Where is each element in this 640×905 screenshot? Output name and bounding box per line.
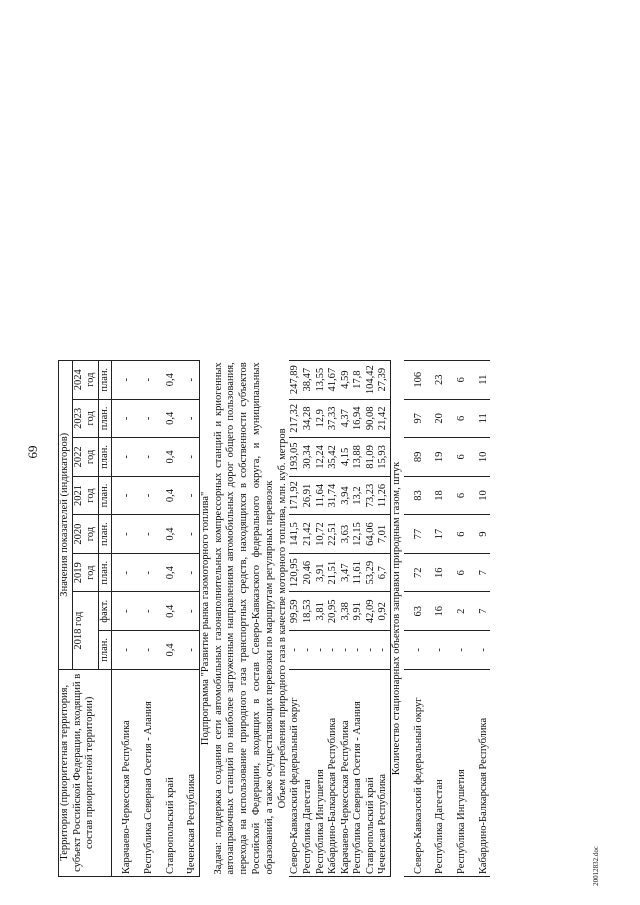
- value-cell: 77: [413, 515, 426, 554]
- value-cell: -: [143, 476, 156, 515]
- row-spacer: [404, 52, 413, 877]
- value-cell: 7: [478, 553, 491, 592]
- row-spacer: [425, 52, 434, 877]
- spacer-cell: [425, 360, 434, 399]
- value-cell: 15,93: [377, 438, 390, 477]
- spacer-cell: [112, 476, 122, 515]
- year-header: 2022 год: [72, 438, 98, 477]
- spacer-cell: [469, 592, 478, 631]
- spacer-cell: [156, 360, 165, 399]
- spacer-cell: [156, 476, 165, 515]
- value-cell: 10: [478, 438, 491, 477]
- plan-header: план.: [98, 399, 112, 438]
- value-cell: 21,42: [377, 399, 390, 438]
- spacer-cell: [404, 399, 413, 438]
- value-cell: 22,51: [327, 515, 340, 554]
- territory-name: Республика Дагестан: [302, 669, 315, 876]
- territory-name: Северо-Кавказский федеральный округ: [413, 669, 426, 876]
- page-number: 69: [25, 445, 40, 459]
- value-cell: 20,46: [302, 553, 315, 592]
- row-spacer: [112, 52, 122, 877]
- row-spacer: [134, 52, 143, 877]
- value-cell: -: [186, 476, 199, 515]
- spacer-cell: [447, 438, 456, 477]
- value-cell: -: [143, 360, 156, 399]
- spacer-cell: [469, 669, 478, 876]
- territory-name: Республика Северная Осетия - Алания: [352, 669, 365, 876]
- spacer-cell: [156, 631, 165, 670]
- task-description: Задача: поддержка создания сети автомобильных газонаполнительных компрессорных станций и криогенных автозаправочных станций по наиболее загруженным направлениям автомобильных дорог общего пользования, перехода на использование природного газа транспортных средств, находящихся в собственности субъектов Российской Федерации, входящих в состав Северо-Кавказского федерального округа, и муниципальных образований, а также осуществляющих перевозки по маршрутам регулярных перевозок: [212, 362, 275, 875]
- value-cell: -: [121, 476, 134, 515]
- plan-header: план.: [98, 553, 112, 592]
- table-row: [434, 52, 447, 877]
- value-cell: 3,38: [340, 592, 353, 631]
- spacer-cell: [404, 476, 413, 515]
- value-cell: -: [143, 399, 156, 438]
- value-cell: 16: [434, 592, 447, 631]
- value-cell: 247,89: [289, 360, 302, 399]
- value-cell: 3,94: [340, 476, 353, 515]
- value-cell: -: [143, 553, 156, 592]
- value-cell: 3,81: [315, 592, 328, 631]
- spacer-cell: [469, 476, 478, 515]
- value-cell: 2: [456, 592, 469, 631]
- spacer-cell: [112, 631, 122, 670]
- value-cell: 0,4: [165, 360, 178, 399]
- spacer-cell: [134, 631, 143, 670]
- value-cell: -: [121, 592, 134, 631]
- value-cell: 20,95: [327, 592, 340, 631]
- value-cell: -: [143, 631, 156, 670]
- row-spacer: [177, 52, 186, 877]
- spacer-cell: [469, 631, 478, 670]
- spacer-cell: [156, 515, 165, 554]
- value-cell: 3,63: [340, 515, 353, 554]
- value-cell: -: [186, 515, 199, 554]
- value-cell: 16,94: [352, 399, 365, 438]
- spacer-cell: [469, 360, 478, 399]
- value-cell: 42,09: [365, 592, 378, 631]
- fact-header: факт.: [98, 592, 112, 631]
- value-cell: -: [456, 631, 469, 670]
- spacer-cell: [404, 438, 413, 477]
- spacer-cell: [404, 592, 413, 631]
- section-title-gas-consumption: Объем потребления природного газа в качестве моторного топлива, млн. куб. метров: [276, 428, 288, 809]
- value-cell: -: [327, 631, 340, 670]
- table-row: [121, 52, 134, 877]
- spacer-cell: [156, 669, 165, 876]
- territory-name: Карачаево-Черкесская Республика: [340, 669, 353, 876]
- row-spacer: [469, 52, 478, 877]
- value-cell: 41,67: [327, 360, 340, 399]
- value-cell: 21,42: [302, 515, 315, 554]
- spacer-cell: [112, 399, 122, 438]
- value-cell: 17,8: [352, 360, 365, 399]
- spacer-cell: [425, 631, 434, 670]
- value-cell: 0,4: [165, 476, 178, 515]
- plan-header: план.: [98, 438, 112, 477]
- spacer-cell: [447, 476, 456, 515]
- spacer-cell: [404, 631, 413, 670]
- value-cell: 171,92: [289, 476, 302, 515]
- value-cell: -: [121, 438, 134, 477]
- spacer-cell: [156, 553, 165, 592]
- spacer-cell: [447, 360, 456, 399]
- plan-header: план.: [98, 360, 112, 399]
- table-row: [302, 52, 315, 877]
- value-cell: 18: [434, 476, 447, 515]
- value-cell: 64,06: [365, 515, 378, 554]
- value-cell: 97: [413, 399, 426, 438]
- rotated-page-content: [58, 27, 578, 877]
- spacer-cell: [425, 515, 434, 554]
- value-cell: 63: [413, 592, 426, 631]
- value-cell: 19: [434, 438, 447, 477]
- spacer-cell: [177, 669, 186, 876]
- value-cell: -: [143, 592, 156, 631]
- row-spacer: [447, 52, 456, 877]
- value-cell: -: [121, 553, 134, 592]
- spacer-cell: [134, 438, 143, 477]
- value-cell: 20: [434, 399, 447, 438]
- value-cell: -: [143, 515, 156, 554]
- value-cell: 7,01: [377, 515, 390, 554]
- table-row: [377, 52, 390, 877]
- value-cell: 217,32: [289, 399, 302, 438]
- spacer-cell: [177, 438, 186, 477]
- territory-name: Ставропольский край: [165, 669, 178, 876]
- table-row: [165, 52, 178, 877]
- table-row: [315, 52, 328, 877]
- spacer-cell: [134, 592, 143, 631]
- spacer-cell: [177, 515, 186, 554]
- value-cell: 0,4: [165, 553, 178, 592]
- value-cell: 72: [413, 553, 426, 592]
- value-cell: -: [315, 631, 328, 670]
- table-row: [143, 52, 156, 877]
- spacer-cell: [156, 399, 165, 438]
- plan-header: план.: [98, 631, 112, 670]
- value-cell: 12,9: [315, 399, 328, 438]
- value-cell: -: [302, 631, 315, 670]
- value-cell: 141,5: [289, 515, 302, 554]
- value-cell: 30,34: [302, 438, 315, 477]
- spacer-cell: [447, 669, 456, 876]
- spacer-cell: [447, 631, 456, 670]
- spacer-cell: [112, 515, 122, 554]
- table-row: [340, 52, 353, 877]
- spacer-cell: [112, 592, 122, 631]
- spacer-cell: [469, 399, 478, 438]
- spacer-cell: [112, 553, 122, 592]
- territory-name: Республика Дагестан: [434, 669, 447, 876]
- value-cell: 27,39: [377, 360, 390, 399]
- value-cell: -: [186, 553, 199, 592]
- value-cell: -: [413, 631, 426, 670]
- spacer-cell: [134, 553, 143, 592]
- value-cell: 0,4: [165, 631, 178, 670]
- refueling-station-rows: [404, 52, 490, 877]
- spacer-cell: [447, 399, 456, 438]
- year-header: 2020 год: [72, 515, 98, 554]
- spacer-cell: [177, 399, 186, 438]
- table-row: [327, 52, 340, 877]
- spacer-cell: [469, 438, 478, 477]
- value-cell: 3,47: [340, 553, 353, 592]
- value-cell: 4,37: [340, 399, 353, 438]
- value-cell: 0,4: [165, 399, 178, 438]
- value-cell: 37,33: [327, 399, 340, 438]
- value-cell: 81,09: [365, 438, 378, 477]
- value-cell: 106: [413, 360, 426, 399]
- territory-name: Республика Ингушетия: [315, 669, 328, 876]
- value-cell: 9,91: [352, 592, 365, 631]
- value-cell: -: [121, 631, 134, 670]
- value-cell: 0,92: [377, 592, 390, 631]
- value-cell: 6,7: [377, 553, 390, 592]
- value-cell: 11: [478, 360, 491, 399]
- spacer-cell: [404, 360, 413, 399]
- spacer-cell: [404, 515, 413, 554]
- spacer-cell: [134, 476, 143, 515]
- spacer-cell: [177, 553, 186, 592]
- subprogram-title: Подпрограмма "Развитие рынка газомоторного топлива": [199, 491, 211, 746]
- value-cell: 13,55: [315, 360, 328, 399]
- section-title-refueling-stations: Количество стационарных объектов заправки природным газом, штук: [391, 461, 403, 776]
- section2-heading: [391, 52, 404, 877]
- value-cell: 0,4: [165, 515, 178, 554]
- value-cell: 12,24: [315, 438, 328, 477]
- value-cell: -: [186, 592, 199, 631]
- spacer-cell: [177, 476, 186, 515]
- year-header: 2024 год: [72, 360, 98, 399]
- spacer-cell: [469, 553, 478, 592]
- value-cell: -: [478, 631, 491, 670]
- spacer-cell: [177, 592, 186, 631]
- spacer-cell: [112, 669, 122, 876]
- value-cell: 104,42: [365, 360, 378, 399]
- spacer-cell: [112, 438, 122, 477]
- value-cell: 89: [413, 438, 426, 477]
- table-row: [352, 52, 365, 877]
- territory-name: Кабардино-Балкарская Республика: [327, 669, 340, 876]
- top-rows: [112, 52, 199, 877]
- value-cell: 4,59: [340, 360, 353, 399]
- value-cell: 23: [434, 360, 447, 399]
- spacer-cell: [469, 515, 478, 554]
- spacer-cell: [425, 476, 434, 515]
- table-row: [186, 52, 199, 877]
- territory-header: Территория (приоритетная территория, субъект Российской Федерации, входящий в состав приоритетной территории): [59, 669, 112, 876]
- value-cell: 6: [456, 515, 469, 554]
- gas-consumption-rows: [289, 52, 390, 877]
- subprogram-block: [199, 52, 289, 877]
- value-cell: 10: [478, 476, 491, 515]
- value-cell: 17: [434, 515, 447, 554]
- territory-name: Чеченская Республика: [377, 669, 390, 876]
- plan-header: план.: [98, 476, 112, 515]
- value-cell: 4,15: [340, 438, 353, 477]
- value-cell: 0,4: [165, 438, 178, 477]
- value-cell: 13,88: [352, 438, 365, 477]
- territory-name: Республика Северная Осетия - Алания: [143, 669, 156, 876]
- plan-header: план.: [98, 515, 112, 554]
- spacer-cell: [404, 669, 413, 876]
- value-cell: 6: [456, 399, 469, 438]
- spacer-cell: [425, 553, 434, 592]
- spacer-cell: [447, 553, 456, 592]
- value-cell: 73,23: [365, 476, 378, 515]
- value-cell: 11,26: [377, 476, 390, 515]
- value-cell: -: [121, 399, 134, 438]
- value-cell: 13,2: [352, 476, 365, 515]
- spacer-cell: [425, 592, 434, 631]
- year-header: 2018 год: [72, 592, 98, 669]
- spacer-cell: [404, 553, 413, 592]
- value-cell: 53,29: [365, 553, 378, 592]
- value-cell: -: [377, 631, 390, 670]
- year-header: 2021 год: [72, 476, 98, 515]
- spacer-cell: [425, 438, 434, 477]
- value-cell: -: [365, 631, 378, 670]
- value-cell: -: [340, 631, 353, 670]
- value-cell: -: [434, 631, 447, 670]
- spacer-cell: [134, 399, 143, 438]
- spacer-cell: [134, 360, 143, 399]
- value-cell: 193,05: [289, 438, 302, 477]
- spacer-cell: [156, 438, 165, 477]
- value-cell: 34,28: [302, 399, 315, 438]
- value-cell: 6: [456, 553, 469, 592]
- value-cell: -: [186, 360, 199, 399]
- value-cell: 9: [478, 515, 491, 554]
- value-cell: -: [121, 515, 134, 554]
- value-cell: 11,61: [352, 553, 365, 592]
- spacer-cell: [156, 592, 165, 631]
- value-cell: 6: [456, 476, 469, 515]
- table-row: [456, 52, 469, 877]
- value-cell: 6: [456, 360, 469, 399]
- value-cell: 11,64: [315, 476, 328, 515]
- value-cell: 99,59: [289, 592, 302, 631]
- value-cell: 31,74: [327, 476, 340, 515]
- value-cell: 16: [434, 553, 447, 592]
- value-cell: -: [352, 631, 365, 670]
- value-cell: -: [186, 438, 199, 477]
- territory-name: Республика Ингушетия: [456, 669, 469, 876]
- territory-name: Ставропольский край: [365, 669, 378, 876]
- value-cell: 18,53: [302, 592, 315, 631]
- value-cell: 0,4: [165, 592, 178, 631]
- value-cell: 12,15: [352, 515, 365, 554]
- value-cell: -: [289, 631, 302, 670]
- row-spacer: [156, 52, 165, 877]
- spacer-cell: [177, 360, 186, 399]
- table-row: [413, 52, 426, 877]
- value-cell: 10,72: [315, 515, 328, 554]
- year-header: 2023 год: [72, 399, 98, 438]
- value-cell: 120,95: [289, 553, 302, 592]
- table-row: [478, 52, 491, 877]
- value-cell: 3,91: [315, 553, 328, 592]
- value-cell: 38,47: [302, 360, 315, 399]
- spacer-cell: [134, 515, 143, 554]
- indicators-header: Значения показателей (индикаторов): [59, 360, 73, 669]
- value-cell: -: [186, 631, 199, 670]
- territory-name: Карачаево-Черкесская Республика: [121, 669, 134, 876]
- territory-name: Северо-Кавказский федеральный округ: [289, 669, 302, 876]
- value-cell: 35,42: [327, 438, 340, 477]
- value-cell: 83: [413, 476, 426, 515]
- value-cell: 6: [456, 438, 469, 477]
- indicators-table: [58, 51, 490, 877]
- table-header: [59, 52, 112, 877]
- table-row: [289, 52, 302, 877]
- value-cell: 21,51: [327, 553, 340, 592]
- value-cell: 11: [478, 399, 491, 438]
- spacer-cell: [177, 631, 186, 670]
- value-cell: 7: [478, 592, 491, 631]
- spacer-cell: [447, 592, 456, 631]
- value-cell: -: [121, 360, 134, 399]
- spacer-cell: [425, 399, 434, 438]
- value-cell: -: [143, 438, 156, 477]
- territory-name: Чеченская Республика: [186, 669, 199, 876]
- spacer-cell: [425, 669, 434, 876]
- territory-name: Кабардино-Балкарская Республика: [478, 669, 491, 876]
- year-header: 2019 год: [72, 553, 98, 592]
- value-cell: 90,08: [365, 399, 378, 438]
- spacer-cell: [112, 360, 122, 399]
- value-cell: 26,91: [302, 476, 315, 515]
- spacer-cell: [447, 515, 456, 554]
- value-cell: -: [186, 399, 199, 438]
- spacer-cell: [134, 669, 143, 876]
- table-row: [365, 52, 378, 877]
- footer-filename: 20012832.doc: [592, 846, 600, 886]
